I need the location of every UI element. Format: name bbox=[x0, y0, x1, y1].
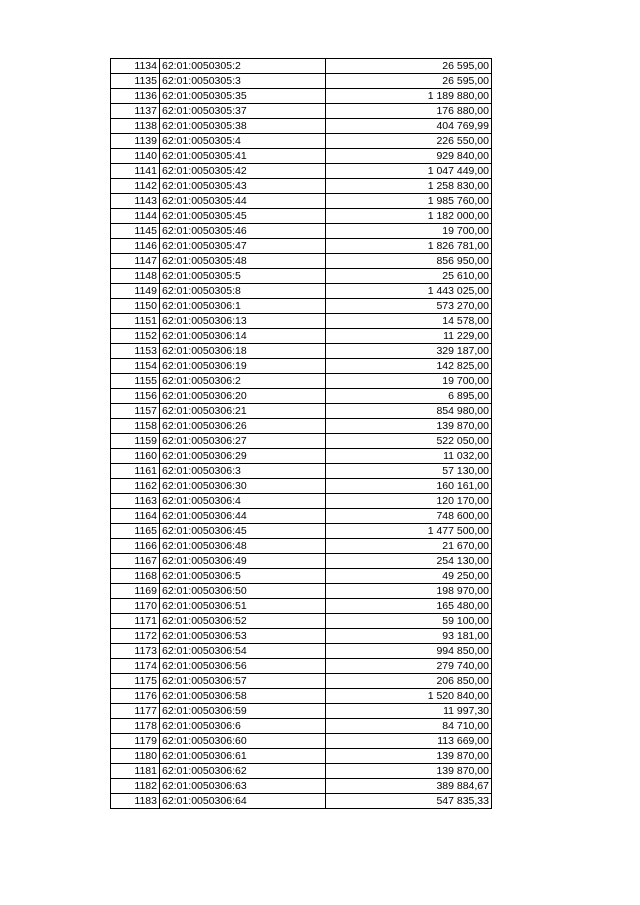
table-row bbox=[111, 764, 492, 779]
table-row bbox=[111, 224, 492, 239]
cadastral-number-cell: 62:01:0050305:37 bbox=[160, 104, 326, 119]
row-number-cell: 1167 bbox=[111, 554, 160, 569]
value-cell: 6 895,00 bbox=[326, 389, 492, 404]
value-cell: 1 189 880,00 bbox=[326, 89, 492, 104]
cadastral-number-cell: 62:01:0050306:21 bbox=[160, 404, 326, 419]
value-cell: 254 130,00 bbox=[326, 554, 492, 569]
value-cell: 120 170,00 bbox=[326, 494, 492, 509]
row-number-cell: 1172 bbox=[111, 629, 160, 644]
value-cell: 11 229,00 bbox=[326, 329, 492, 344]
cadastral-value-table bbox=[110, 58, 492, 809]
value-cell: 139 870,00 bbox=[326, 419, 492, 434]
row-number-cell: 1148 bbox=[111, 269, 160, 284]
row-number-cell: 1137 bbox=[111, 104, 160, 119]
table-row bbox=[111, 554, 492, 569]
row-number-cell: 1143 bbox=[111, 194, 160, 209]
table-row bbox=[111, 254, 492, 269]
row-number-cell: 1161 bbox=[111, 464, 160, 479]
cadastral-number-cell: 62:01:0050305:35 bbox=[160, 89, 326, 104]
table-row bbox=[111, 494, 492, 509]
table-row bbox=[111, 659, 492, 674]
value-cell: 14 578,00 bbox=[326, 314, 492, 329]
value-cell: 57 130,00 bbox=[326, 464, 492, 479]
cadastral-number-cell: 62:01:0050306:64 bbox=[160, 794, 326, 809]
row-number-cell: 1168 bbox=[111, 569, 160, 584]
value-cell: 547 835,33 bbox=[326, 794, 492, 809]
cadastral-number-cell: 62:01:0050306:30 bbox=[160, 479, 326, 494]
cadastral-number-cell: 62:01:0050306:53 bbox=[160, 629, 326, 644]
table-row bbox=[111, 404, 492, 419]
value-cell: 25 610,00 bbox=[326, 269, 492, 284]
table-row bbox=[111, 359, 492, 374]
row-number-cell: 1144 bbox=[111, 209, 160, 224]
cadastral-number-cell: 62:01:0050306:62 bbox=[160, 764, 326, 779]
table-row bbox=[111, 299, 492, 314]
table-row bbox=[111, 314, 492, 329]
row-number-cell: 1160 bbox=[111, 449, 160, 464]
cadastral-number-cell: 62:01:0050306:60 bbox=[160, 734, 326, 749]
value-cell: 1 985 760,00 bbox=[326, 194, 492, 209]
value-cell: 198 970,00 bbox=[326, 584, 492, 599]
table-row bbox=[111, 749, 492, 764]
cadastral-number-cell: 62:01:0050305:48 bbox=[160, 254, 326, 269]
value-cell: 856 950,00 bbox=[326, 254, 492, 269]
table-row bbox=[111, 89, 492, 104]
value-cell: 389 884,67 bbox=[326, 779, 492, 794]
value-cell: 573 270,00 bbox=[326, 299, 492, 314]
row-number-cell: 1169 bbox=[111, 584, 160, 599]
cadastral-number-cell: 62:01:0050306:6 bbox=[160, 719, 326, 734]
table-row bbox=[111, 239, 492, 254]
table-row bbox=[111, 269, 492, 284]
table-row bbox=[111, 74, 492, 89]
row-number-cell: 1135 bbox=[111, 74, 160, 89]
row-number-cell: 1170 bbox=[111, 599, 160, 614]
table-row bbox=[111, 719, 492, 734]
table-row bbox=[111, 569, 492, 584]
row-number-cell: 1146 bbox=[111, 239, 160, 254]
cadastral-number-cell: 62:01:0050306:18 bbox=[160, 344, 326, 359]
row-number-cell: 1150 bbox=[111, 299, 160, 314]
cadastral-number-cell: 62:01:0050306:5 bbox=[160, 569, 326, 584]
table-row bbox=[111, 179, 492, 194]
table-row bbox=[111, 59, 492, 74]
cadastral-number-cell: 62:01:0050306:61 bbox=[160, 749, 326, 764]
row-number-cell: 1175 bbox=[111, 674, 160, 689]
cadastral-number-cell: 62:01:0050306:2 bbox=[160, 374, 326, 389]
row-number-cell: 1151 bbox=[111, 314, 160, 329]
table-row bbox=[111, 674, 492, 689]
cadastral-number-cell: 62:01:0050305:42 bbox=[160, 164, 326, 179]
value-cell: 11 997,30 bbox=[326, 704, 492, 719]
value-cell: 1 477 500,00 bbox=[326, 524, 492, 539]
row-number-cell: 1182 bbox=[111, 779, 160, 794]
value-cell: 1 182 000,00 bbox=[326, 209, 492, 224]
table-row bbox=[111, 329, 492, 344]
table-row bbox=[111, 389, 492, 404]
row-number-cell: 1183 bbox=[111, 794, 160, 809]
cadastral-number-cell: 62:01:0050306:57 bbox=[160, 674, 326, 689]
cadastral-number-cell: 62:01:0050306:59 bbox=[160, 704, 326, 719]
value-cell: 854 980,00 bbox=[326, 404, 492, 419]
table-row bbox=[111, 434, 492, 449]
cadastral-number-cell: 62:01:0050306:52 bbox=[160, 614, 326, 629]
row-number-cell: 1171 bbox=[111, 614, 160, 629]
row-number-cell: 1155 bbox=[111, 374, 160, 389]
value-cell: 206 850,00 bbox=[326, 674, 492, 689]
table-row bbox=[111, 104, 492, 119]
cadastral-number-cell: 62:01:0050305:47 bbox=[160, 239, 326, 254]
value-cell: 49 250,00 bbox=[326, 569, 492, 584]
row-number-cell: 1145 bbox=[111, 224, 160, 239]
row-number-cell: 1164 bbox=[111, 509, 160, 524]
cadastral-number-cell: 62:01:0050306:45 bbox=[160, 524, 326, 539]
cadastral-number-cell: 62:01:0050306:63 bbox=[160, 779, 326, 794]
table-row bbox=[111, 119, 492, 134]
value-cell: 165 480,00 bbox=[326, 599, 492, 614]
table-row bbox=[111, 479, 492, 494]
row-number-cell: 1140 bbox=[111, 149, 160, 164]
cadastral-number-cell: 62:01:0050306:48 bbox=[160, 539, 326, 554]
value-cell: 142 825,00 bbox=[326, 359, 492, 374]
table-row bbox=[111, 704, 492, 719]
cadastral-number-cell: 62:01:0050306:44 bbox=[160, 509, 326, 524]
table-row bbox=[111, 149, 492, 164]
row-number-cell: 1174 bbox=[111, 659, 160, 674]
value-cell: 1 826 781,00 bbox=[326, 239, 492, 254]
cadastral-number-cell: 62:01:0050306:14 bbox=[160, 329, 326, 344]
cadastral-number-cell: 62:01:0050306:27 bbox=[160, 434, 326, 449]
cadastral-number-cell: 62:01:0050306:49 bbox=[160, 554, 326, 569]
value-cell: 139 870,00 bbox=[326, 749, 492, 764]
value-cell: 160 161,00 bbox=[326, 479, 492, 494]
row-number-cell: 1163 bbox=[111, 494, 160, 509]
value-cell: 26 595,00 bbox=[326, 74, 492, 89]
row-number-cell: 1176 bbox=[111, 689, 160, 704]
value-cell: 1 047 449,00 bbox=[326, 164, 492, 179]
cadastral-number-cell: 62:01:0050306:51 bbox=[160, 599, 326, 614]
cadastral-number-cell: 62:01:0050305:43 bbox=[160, 179, 326, 194]
cadastral-number-cell: 62:01:0050306:1 bbox=[160, 299, 326, 314]
row-number-cell: 1181 bbox=[111, 764, 160, 779]
table-row bbox=[111, 629, 492, 644]
cadastral-number-cell: 62:01:0050306:26 bbox=[160, 419, 326, 434]
row-number-cell: 1179 bbox=[111, 734, 160, 749]
value-cell: 93 181,00 bbox=[326, 629, 492, 644]
value-cell: 21 670,00 bbox=[326, 539, 492, 554]
cadastral-number-cell: 62:01:0050306:13 bbox=[160, 314, 326, 329]
row-number-cell: 1138 bbox=[111, 119, 160, 134]
value-cell: 19 700,00 bbox=[326, 374, 492, 389]
value-cell: 176 880,00 bbox=[326, 104, 492, 119]
row-number-cell: 1165 bbox=[111, 524, 160, 539]
cadastral-number-cell: 62:01:0050305:2 bbox=[160, 59, 326, 74]
cadastral-number-cell: 62:01:0050306:58 bbox=[160, 689, 326, 704]
cadastral-number-cell: 62:01:0050305:5 bbox=[160, 269, 326, 284]
value-cell: 11 032,00 bbox=[326, 449, 492, 464]
table-row bbox=[111, 194, 492, 209]
cadastral-number-cell: 62:01:0050306:20 bbox=[160, 389, 326, 404]
row-number-cell: 1162 bbox=[111, 479, 160, 494]
value-cell: 139 870,00 bbox=[326, 764, 492, 779]
row-number-cell: 1173 bbox=[111, 644, 160, 659]
cadastral-number-cell: 62:01:0050305:8 bbox=[160, 284, 326, 299]
row-number-cell: 1142 bbox=[111, 179, 160, 194]
value-cell: 1 443 025,00 bbox=[326, 284, 492, 299]
cadastral-number-cell: 62:01:0050306:50 bbox=[160, 584, 326, 599]
table-row bbox=[111, 284, 492, 299]
row-number-cell: 1149 bbox=[111, 284, 160, 299]
table-row bbox=[111, 584, 492, 599]
row-number-cell: 1152 bbox=[111, 329, 160, 344]
row-number-cell: 1141 bbox=[111, 164, 160, 179]
cadastral-number-cell: 62:01:0050305:44 bbox=[160, 194, 326, 209]
table-row bbox=[111, 209, 492, 224]
table-row bbox=[111, 419, 492, 434]
value-cell: 404 769,99 bbox=[326, 119, 492, 134]
cadastral-number-cell: 62:01:0050306:56 bbox=[160, 659, 326, 674]
table-row bbox=[111, 599, 492, 614]
row-number-cell: 1139 bbox=[111, 134, 160, 149]
table-row bbox=[111, 734, 492, 749]
cadastral-number-cell: 62:01:0050306:29 bbox=[160, 449, 326, 464]
value-cell: 84 710,00 bbox=[326, 719, 492, 734]
cadastral-number-cell: 62:01:0050305:45 bbox=[160, 209, 326, 224]
table-row bbox=[111, 164, 492, 179]
value-cell: 26 595,00 bbox=[326, 59, 492, 74]
value-cell: 59 100,00 bbox=[326, 614, 492, 629]
value-cell: 1 520 840,00 bbox=[326, 689, 492, 704]
value-cell: 226 550,00 bbox=[326, 134, 492, 149]
row-number-cell: 1153 bbox=[111, 344, 160, 359]
table-row bbox=[111, 689, 492, 704]
row-number-cell: 1177 bbox=[111, 704, 160, 719]
table-row bbox=[111, 524, 492, 539]
value-cell: 1 258 830,00 bbox=[326, 179, 492, 194]
table-row bbox=[111, 539, 492, 554]
row-number-cell: 1178 bbox=[111, 719, 160, 734]
cadastral-number-cell: 62:01:0050306:54 bbox=[160, 644, 326, 659]
value-cell: 522 050,00 bbox=[326, 434, 492, 449]
table-row bbox=[111, 464, 492, 479]
table-row bbox=[111, 779, 492, 794]
table-row bbox=[111, 509, 492, 524]
row-number-cell: 1157 bbox=[111, 404, 160, 419]
table-row bbox=[111, 449, 492, 464]
table-row bbox=[111, 794, 492, 809]
row-number-cell: 1158 bbox=[111, 419, 160, 434]
cadastral-number-cell: 62:01:0050305:3 bbox=[160, 74, 326, 89]
cadastral-number-cell: 62:01:0050305:41 bbox=[160, 149, 326, 164]
table-row bbox=[111, 614, 492, 629]
row-number-cell: 1147 bbox=[111, 254, 160, 269]
row-number-cell: 1159 bbox=[111, 434, 160, 449]
cadastral-number-cell: 62:01:0050306:19 bbox=[160, 359, 326, 374]
cadastral-number-cell: 62:01:0050305:46 bbox=[160, 224, 326, 239]
value-cell: 19 700,00 bbox=[326, 224, 492, 239]
cadastral-number-cell: 62:01:0050305:4 bbox=[160, 134, 326, 149]
row-number-cell: 1134 bbox=[111, 59, 160, 74]
table-row bbox=[111, 644, 492, 659]
cadastral-number-cell: 62:01:0050306:4 bbox=[160, 494, 326, 509]
row-number-cell: 1136 bbox=[111, 89, 160, 104]
value-cell: 279 740,00 bbox=[326, 659, 492, 674]
value-cell: 929 840,00 bbox=[326, 149, 492, 164]
value-cell: 748 600,00 bbox=[326, 509, 492, 524]
value-cell: 329 187,00 bbox=[326, 344, 492, 359]
row-number-cell: 1156 bbox=[111, 389, 160, 404]
table-row bbox=[111, 344, 492, 359]
cadastral-number-cell: 62:01:0050306:3 bbox=[160, 464, 326, 479]
row-number-cell: 1154 bbox=[111, 359, 160, 374]
table-row bbox=[111, 374, 492, 389]
value-cell: 113 669,00 bbox=[326, 734, 492, 749]
cadastral-number-cell: 62:01:0050305:38 bbox=[160, 119, 326, 134]
row-number-cell: 1166 bbox=[111, 539, 160, 554]
value-cell: 994 850,00 bbox=[326, 644, 492, 659]
table-row bbox=[111, 134, 492, 149]
row-number-cell: 1180 bbox=[111, 749, 160, 764]
table-body bbox=[111, 59, 492, 809]
